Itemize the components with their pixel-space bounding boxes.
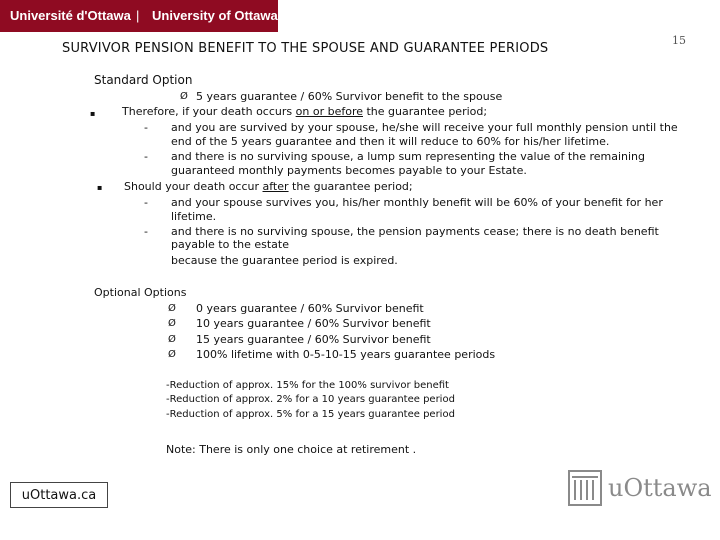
reduction-line: -Reduction of approx. 5% for a 15 years guarantee period [166,409,455,420]
optional-item: 100% lifetime with 0-5-10-15 years guarantee periods [196,348,496,361]
square-bullet-icon: ▪ [97,183,103,192]
retirement-note: Note: There is only one choice at retirement . [166,443,417,456]
dash-bullet: - [144,121,148,134]
dash-bullet: - [144,196,148,209]
brand-separator: | [136,8,140,23]
dash-bullet: - [144,150,148,163]
optional-item: 0 years guarantee / 60% Survivor benefit [196,302,424,315]
death-after-pre: Should your death occur [124,180,263,193]
death-before-underlined: on or before [295,105,363,118]
spouse-survives-line1: and your spouse survives you, his/her monthly benefit will be 60% of your benefit for her [171,196,663,209]
arrow-bullet-icon: Ø [180,91,188,102]
arrow-bullet-icon: Ø [168,334,176,345]
site-url: uOttawa.ca [21,487,97,503]
university-banner [0,0,278,32]
survived-by-spouse-line1: and you are survived by your spouse, he/she will receive your full monthly pension until the [171,121,678,134]
no-spouse-cease-line3: because the guarantee period is expired. [171,254,398,267]
no-spouse-cease-line2: payable to the estate [171,238,289,251]
dash-bullet: - [144,225,148,238]
no-spouse-lump-line2: guaranteed monthly payments becomes payable to your Estate. [171,164,527,177]
standard-option-heading: Standard Option [94,73,193,87]
brand-french: Université d'Ottawa [10,8,131,23]
optional-item: 15 years guarantee / 60% Survivor benefit [196,333,431,346]
death-before-bullet [122,105,487,119]
slide-title: SURVIVOR PENSION BENEFIT TO THE SPOUSE AND GUARANTEE PERIODS [62,41,549,56]
death-before-pre: Therefore, if your death occurs [122,105,296,118]
arrow-bullet-icon: Ø [168,318,176,329]
arrow-bullet-icon: Ø [168,303,176,314]
no-spouse-cease-line1: and there is no surviving spouse, the pension payments cease; there is no death benefit [171,225,659,238]
death-after-underlined: after [262,180,289,193]
square-bullet-icon: ▪ [90,109,96,118]
survived-by-spouse-line2: end of the 5 years guarantee and then it will reduce to 60% for his/her lifetime. [171,135,610,148]
optional-options-heading: Optional Options [94,286,187,299]
death-after-post: the guarantee period; [288,180,413,193]
reduction-line: -Reduction of approx. 2% for a 10 years guarantee period [166,394,455,405]
arrow-bullet-icon: Ø [168,349,176,360]
optional-item: 10 years guarantee / 60% Survivor benefit [196,317,431,330]
death-before-post: the guarantee period; [363,105,488,118]
spouse-survives-line2: lifetime. [171,210,217,223]
uottawa-logo [566,468,712,508]
death-after-bullet [124,180,413,194]
building-icon [566,468,606,508]
no-spouse-lump-line1: and there is no surviving spouse, a lump sum representing the value of the remaining [171,150,646,163]
brand-english: University of Ottawa [152,8,278,23]
site-url-box [10,482,108,508]
reduction-line: -Reduction of approx. 15% for the 100% survivor benefit [166,380,449,391]
page-number: 15 [672,34,686,47]
uottawa-wordmark: uOttawa [608,474,712,502]
standard-guarantee-item: 5 years guarantee / 60% Survivor benefit to the spouse [196,90,503,103]
